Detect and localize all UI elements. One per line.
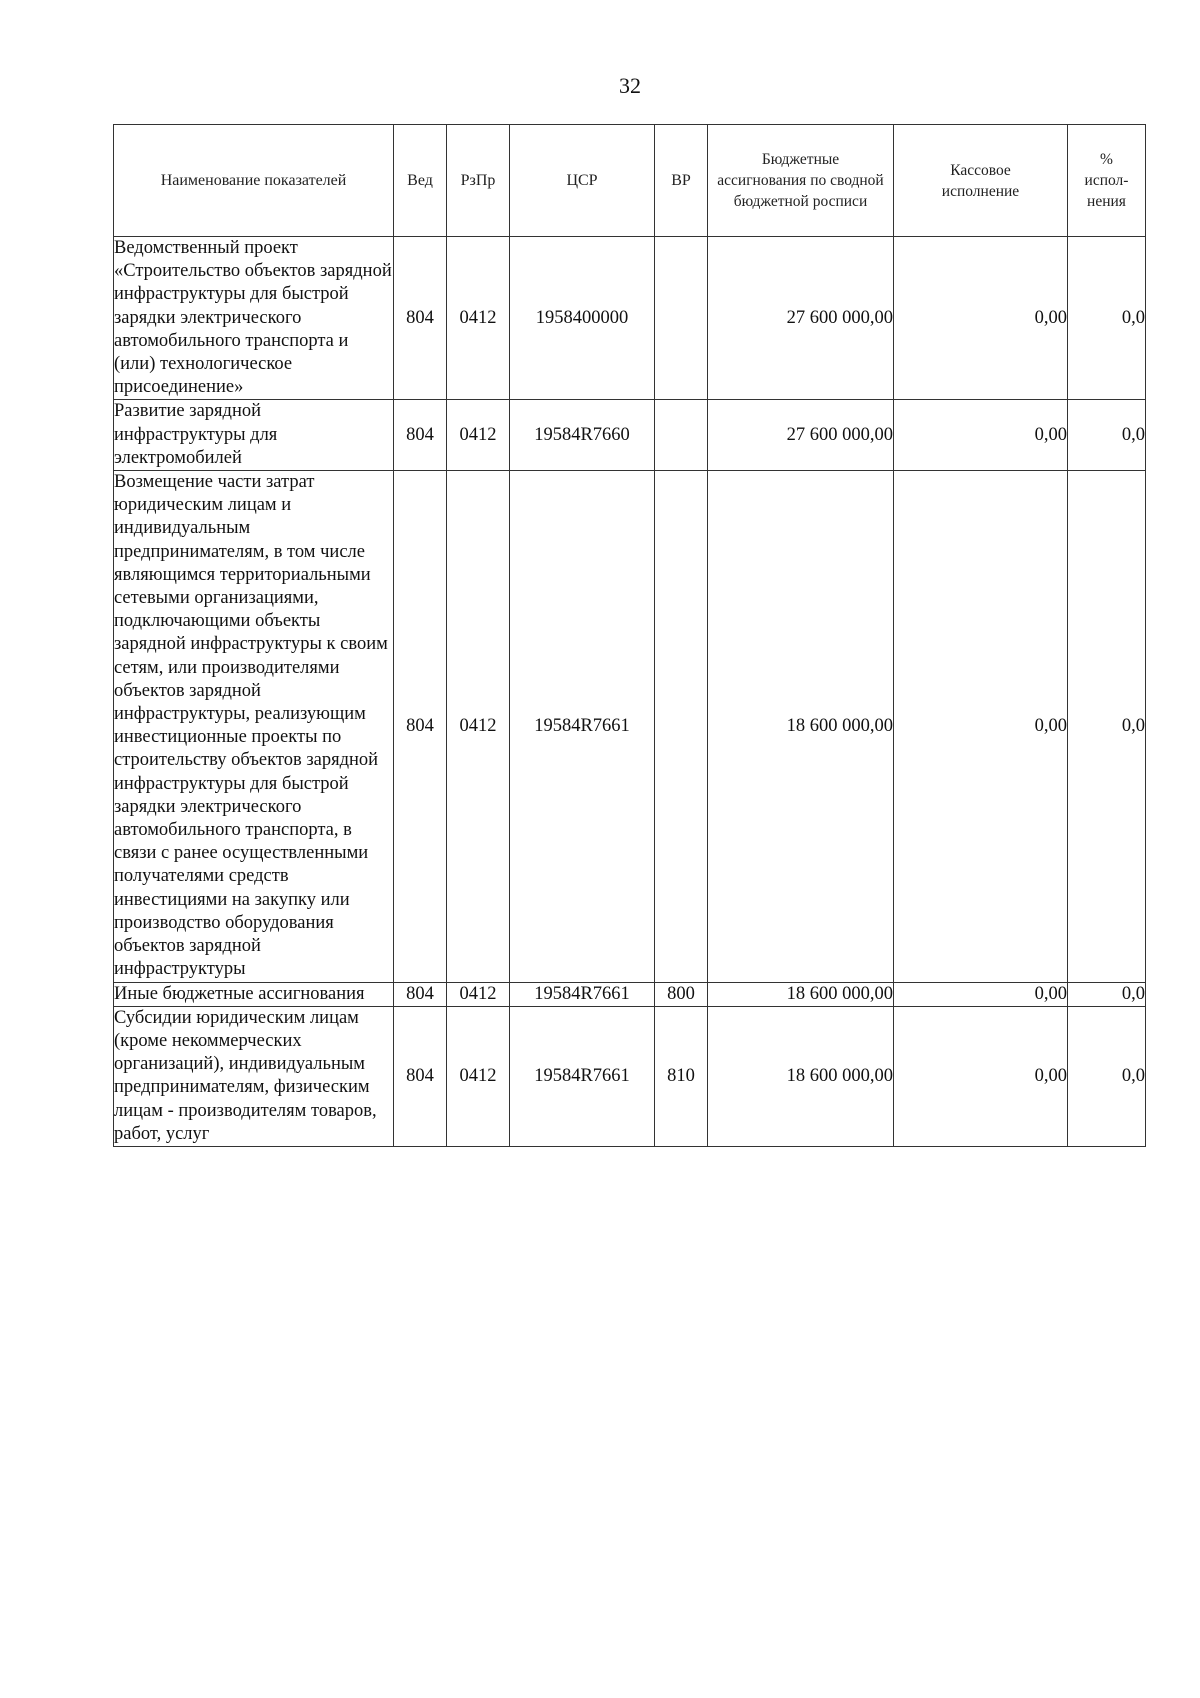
row-cash: 0,00 <box>894 1006 1068 1146</box>
header-cash: Кассовое исполнение <box>894 125 1068 237</box>
row-csr: 1958400000 <box>510 237 655 400</box>
row-name: Субсидии юридическим лицам (кроме некоммерческих организаций), индивидуальным предпринимателям, физическим лицам - производителям товаров, работ, услуг <box>114 1006 394 1146</box>
row-budget: 18 600 000,00 <box>708 471 894 982</box>
table-header-row <box>114 125 1146 237</box>
header-vr: ВР <box>655 125 708 237</box>
row-rzpr: 0412 <box>447 237 510 400</box>
row-rzpr: 0412 <box>447 982 510 1006</box>
header-ved: Вед <box>394 125 447 237</box>
table-row <box>114 400 1146 471</box>
row-cash: 0,00 <box>894 400 1068 471</box>
row-vr: 810 <box>655 1006 708 1146</box>
row-rzpr: 0412 <box>447 1006 510 1146</box>
row-percent: 0,0 <box>1068 982 1146 1006</box>
table-row <box>114 1006 1146 1146</box>
row-csr: 19584R7661 <box>510 471 655 982</box>
row-budget: 18 600 000,00 <box>708 1006 894 1146</box>
row-csr: 19584R7660 <box>510 400 655 471</box>
row-cash: 0,00 <box>894 982 1068 1006</box>
header-budget: Бюджетные ассигнования по сводной бюджетной росписи <box>708 125 894 237</box>
row-rzpr: 0412 <box>447 471 510 982</box>
row-ved: 804 <box>394 982 447 1006</box>
row-csr: 19584R7661 <box>510 1006 655 1146</box>
row-vr: 800 <box>655 982 708 1006</box>
header-csr: ЦСР <box>510 125 655 237</box>
row-ved: 804 <box>394 471 447 982</box>
row-name: Развитие зарядной инфраструктуры для электромобилей <box>114 400 394 471</box>
table-row <box>114 237 1146 400</box>
row-vr <box>655 400 708 471</box>
row-ved: 804 <box>394 1006 447 1146</box>
row-percent: 0,0 <box>1068 471 1146 982</box>
row-budget: 27 600 000,00 <box>708 400 894 471</box>
row-percent: 0,0 <box>1068 400 1146 471</box>
row-name: Иные бюджетные ассигнования <box>114 982 394 1006</box>
row-vr <box>655 471 708 982</box>
row-name: Возмещение части затрат юридическим лицам и индивидуальным предпринимателям, в том числе являющимся территориальными сетевыми организациями, подключающими объекты зарядной инфраструктуры к своим сетям, или производителями объектов зарядной инфраструктуры, реализующим инвестиционные проекты по строительству объектов зарядной инфраструктуры для быстрой зарядки электрического автомобильного транспорта, в связи с ранее осуществленными получателями средств инвестициями на закупку или производство оборудования объектов зарядной инфраструктуры <box>114 471 394 982</box>
row-csr: 19584R7661 <box>510 982 655 1006</box>
header-rzpr: РзПр <box>447 125 510 237</box>
table-row <box>114 982 1146 1006</box>
budget-execution-table <box>113 124 1146 1147</box>
row-ved: 804 <box>394 237 447 400</box>
row-budget: 18 600 000,00 <box>708 982 894 1006</box>
row-vr <box>655 237 708 400</box>
row-budget: 27 600 000,00 <box>708 237 894 400</box>
row-percent: 0,0 <box>1068 1006 1146 1146</box>
header-name: Наименование показателей <box>114 125 394 237</box>
table-row <box>114 471 1146 982</box>
row-rzpr: 0412 <box>447 400 510 471</box>
page-number: 32 <box>619 73 641 98</box>
row-cash: 0,00 <box>894 237 1068 400</box>
row-cash: 0,00 <box>894 471 1068 982</box>
row-name: Ведомственный проект «Строительство объектов зарядной инфраструктуры для быстрой зарядки электрического автомобильного транспорта и (или) технологическое присоединение» <box>114 237 394 400</box>
row-percent: 0,0 <box>1068 237 1146 400</box>
row-ved: 804 <box>394 400 447 471</box>
header-percent: % испол-нения <box>1068 125 1146 237</box>
